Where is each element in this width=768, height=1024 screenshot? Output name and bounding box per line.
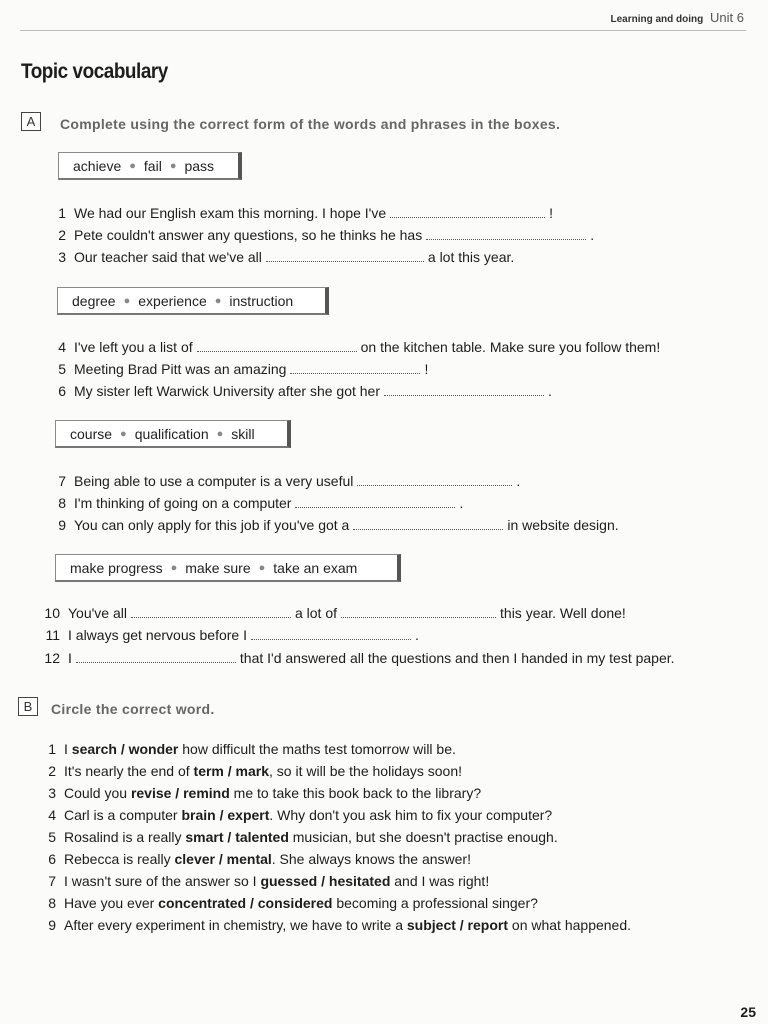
exercise-item xyxy=(0,741,456,757)
bullet-separator: ● xyxy=(169,159,177,172)
item-text-before: I wasn't sure of the answer so I xyxy=(64,873,257,889)
exercise-item xyxy=(0,917,631,933)
item-text-before: Have you ever xyxy=(64,895,155,911)
item-text: You can only apply for this job if you've got a xyxy=(74,517,350,533)
exercise-item xyxy=(0,495,463,511)
item-text-after: me to take this book back to the library? xyxy=(233,785,482,801)
running-header xyxy=(610,10,744,25)
item-text-before: Rosalind is a really xyxy=(64,829,182,845)
answer-blank[interactable] xyxy=(290,362,420,374)
item-number: 1 xyxy=(48,741,56,757)
page-number: 25 xyxy=(740,1004,756,1020)
exercise-item xyxy=(0,339,660,355)
word-option: fail xyxy=(143,157,162,174)
item-text: . xyxy=(459,495,464,511)
item-text-before: It's nearly the end of xyxy=(64,763,190,779)
word-choice[interactable]: smart / talented xyxy=(185,829,289,845)
bullet-separator: ● xyxy=(216,427,224,440)
word-box xyxy=(55,554,401,582)
exercise-item xyxy=(0,763,462,779)
word-choice[interactable]: term / mark xyxy=(193,763,270,779)
word-option: degree xyxy=(72,292,116,309)
item-text: I xyxy=(68,650,72,666)
item-text: . xyxy=(548,383,552,399)
item-text-after: . She always knows the answer! xyxy=(271,851,471,867)
word-option: take an exam xyxy=(273,559,358,576)
item-text: a lot of xyxy=(294,605,338,621)
word-option: instruction xyxy=(229,292,294,309)
section-a-instruction: Complete using the correct form of the words and phrases in the boxes. xyxy=(60,116,561,132)
answer-blank[interactable] xyxy=(251,628,411,640)
item-text: a lot this year. xyxy=(427,249,515,265)
word-choice[interactable]: subject / report xyxy=(406,917,509,933)
item-number: 2 xyxy=(58,227,66,243)
item-number: 4 xyxy=(48,807,56,823)
item-text: We had our English exam this morning. I hope I've xyxy=(74,205,387,221)
section-b-letter: B xyxy=(18,697,38,716)
item-number: 12 xyxy=(44,650,60,666)
item-text: I've left you a list of xyxy=(74,339,193,355)
answer-blank[interactable] xyxy=(357,474,512,486)
answer-blank[interactable] xyxy=(341,606,496,618)
item-text: Meeting Brad Pitt was an amazing xyxy=(74,361,287,377)
exercise-item xyxy=(0,517,619,533)
bullet-separator: ● xyxy=(129,159,136,172)
word-box xyxy=(58,152,242,180)
item-number: 7 xyxy=(58,473,66,489)
item-number: 6 xyxy=(48,851,56,867)
item-text-before: After every experiment in chemistry, we have to write a xyxy=(64,917,403,933)
section-a-letter: A xyxy=(21,112,41,131)
item-number: 9 xyxy=(58,517,66,533)
exercise-item xyxy=(0,851,471,867)
item-number: 10 xyxy=(44,605,60,621)
word-box xyxy=(55,420,291,448)
item-number: 8 xyxy=(58,495,66,511)
word-option: achieve xyxy=(73,157,122,174)
item-number: 3 xyxy=(58,249,66,265)
exercise-item xyxy=(0,473,520,489)
item-number: 8 xyxy=(48,895,56,911)
item-number: 2 xyxy=(48,763,56,779)
header-section: Learning and doing xyxy=(610,14,704,25)
word-choice[interactable]: guessed / hesitated xyxy=(260,873,391,889)
answer-blank[interactable] xyxy=(295,496,455,508)
item-text-after: and I was right! xyxy=(394,873,490,889)
bullet-separator: ● xyxy=(123,294,131,307)
item-text-before: Could you xyxy=(64,785,128,801)
exercise-item xyxy=(0,227,594,243)
header-unit: Unit 6 xyxy=(710,10,744,25)
exercise-item xyxy=(0,627,419,643)
item-text-after: musician, but she doesn't practise enough. xyxy=(292,829,558,845)
item-text: Our teacher said that we've all xyxy=(74,249,262,265)
word-choice[interactable]: concentrated / considered xyxy=(158,895,333,911)
item-text: I'm thinking of going on a computer xyxy=(74,495,292,511)
item-text: My sister left Warwick University after she got her xyxy=(74,383,381,399)
item-text-before: Carl is a computer xyxy=(64,807,178,823)
exercise-item xyxy=(0,650,675,666)
item-number: 1 xyxy=(58,205,66,221)
bullet-separator: ● xyxy=(214,294,222,307)
item-number: 6 xyxy=(58,383,66,399)
exercise-item xyxy=(0,361,428,377)
answer-blank[interactable] xyxy=(353,518,503,530)
answer-blank[interactable] xyxy=(131,606,291,618)
item-text: You've all xyxy=(68,605,127,621)
item-text: . xyxy=(590,227,595,243)
word-option: pass xyxy=(184,157,215,174)
exercise-item xyxy=(0,205,553,221)
answer-blank[interactable] xyxy=(76,651,236,663)
answer-blank[interactable] xyxy=(390,206,545,218)
page-title: Topic vocabulary xyxy=(21,60,168,83)
word-option: course xyxy=(70,425,113,442)
item-text: this year. Well done! xyxy=(500,605,626,621)
item-text-after: . Why don't you ask him to fix your computer? xyxy=(269,807,553,823)
word-option: experience xyxy=(138,292,207,309)
item-text-before: Rebecca is really xyxy=(64,851,171,867)
answer-blank[interactable] xyxy=(197,340,357,352)
word-choice[interactable]: revise / remind xyxy=(130,785,230,801)
item-text-after: becoming a professional singer? xyxy=(336,895,538,911)
exercise-item xyxy=(0,829,558,845)
item-text-after: on what happened. xyxy=(511,917,632,933)
item-text: . xyxy=(516,473,521,489)
bullet-separator: ● xyxy=(170,561,178,574)
word-box xyxy=(57,287,329,315)
answer-blank[interactable] xyxy=(384,384,544,396)
item-number: 5 xyxy=(58,361,66,377)
word-option: skill xyxy=(231,425,255,442)
bullet-separator: ● xyxy=(120,427,127,440)
word-choice[interactable]: clever / mental xyxy=(174,851,272,867)
item-number: 4 xyxy=(58,339,66,355)
item-text-before: I xyxy=(64,741,68,757)
exercise-item xyxy=(0,249,514,265)
item-text: . xyxy=(415,627,419,643)
answer-blank[interactable] xyxy=(266,250,424,262)
item-text: ! xyxy=(424,361,429,377)
item-text: Being able to use a computer is a very useful xyxy=(74,473,354,489)
word-option: make sure xyxy=(185,559,251,576)
item-number: 9 xyxy=(48,917,56,933)
word-option: make progress xyxy=(70,559,163,576)
item-text-after: how difficult the maths test tomorrow will be. xyxy=(182,741,456,757)
item-text: ! xyxy=(549,205,554,221)
item-text: I always get nervous before I xyxy=(68,627,247,643)
exercise-item xyxy=(0,873,489,889)
exercise-item xyxy=(0,807,552,823)
word-choice[interactable]: search / wonder xyxy=(71,741,179,757)
exercise-item xyxy=(0,383,552,399)
item-number: 5 xyxy=(48,829,56,845)
item-number: 3 xyxy=(48,785,56,801)
item-text: on the kitchen table. Make sure you follow them! xyxy=(360,339,661,355)
header-rule xyxy=(20,30,746,31)
item-number: 11 xyxy=(45,627,60,643)
bullet-separator: ● xyxy=(258,561,266,574)
section-b-instruction: Circle the correct word. xyxy=(51,701,215,717)
item-number: 7 xyxy=(48,873,56,889)
item-text: Pete couldn't answer any questions, so he thinks he has xyxy=(74,227,423,243)
word-choice[interactable]: brain / expert xyxy=(181,807,270,823)
item-text-after: , so it will be the holidays soon! xyxy=(269,763,463,779)
exercise-item xyxy=(0,605,626,621)
item-text: in website design. xyxy=(507,517,619,533)
item-text: that I'd answered all the questions and then I handed in my test paper. xyxy=(239,650,675,666)
exercise-item xyxy=(0,785,481,801)
answer-blank[interactable] xyxy=(426,228,586,240)
word-option: qualification xyxy=(134,425,209,442)
exercise-item xyxy=(0,895,538,911)
